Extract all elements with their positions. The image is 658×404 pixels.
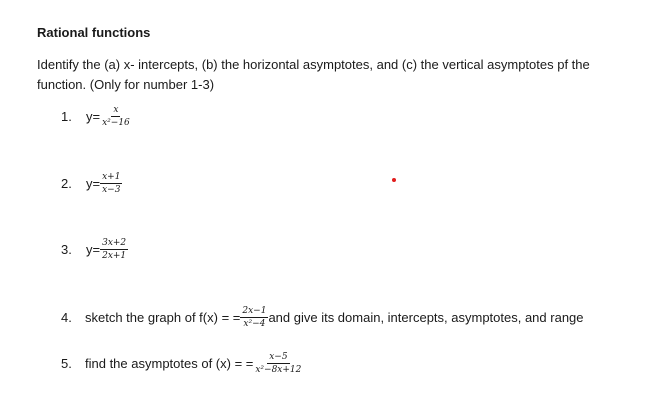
red-dot-mark xyxy=(392,178,396,182)
item-number: 2. xyxy=(61,175,72,191)
fraction xyxy=(100,104,132,129)
problem-item-3 xyxy=(61,234,128,264)
denominator: x²−16 xyxy=(102,117,130,128)
item-number: 3. xyxy=(61,241,72,257)
item-number: 5. xyxy=(61,355,72,371)
problem-item-1 xyxy=(61,101,132,131)
problem-item-4 xyxy=(61,302,584,332)
numerator: x+1 xyxy=(102,171,121,182)
item-text: find the asymptotes of (x) = = xyxy=(85,355,254,371)
numerator: 3x+2 xyxy=(102,237,127,248)
equation-prefix: y= xyxy=(86,108,101,124)
problem-item-2 xyxy=(61,168,122,198)
numerator: x−5 xyxy=(269,351,288,362)
problem-item-5 xyxy=(61,348,303,378)
denominator: 2x+1 xyxy=(102,250,127,261)
denominator: x²−8x+12 xyxy=(255,364,302,375)
item-number: 4. xyxy=(61,309,72,325)
instructions-text: Identify the (a) x- intercepts, (b) the horizontal asymptotes, and (c) the vertical asymptotes pf the function. (Only for number 1-3) xyxy=(37,57,590,92)
fraction xyxy=(100,237,128,262)
fraction xyxy=(253,351,303,376)
denominator: x−3 xyxy=(102,184,121,195)
fraction xyxy=(100,171,122,196)
item-text-suffix: and give its domain, intercepts, asymptotes, and range xyxy=(268,309,584,325)
numerator: x xyxy=(113,104,119,115)
numerator: 2x−1 xyxy=(242,305,267,316)
item-number: 1. xyxy=(61,108,72,124)
document-heading: Rational functions xyxy=(37,25,151,40)
denominator: x²−4 xyxy=(243,318,266,329)
item-text: sketch the graph of f(x) = = xyxy=(85,309,241,325)
equation-prefix: y= xyxy=(86,175,101,191)
equation-prefix: y= xyxy=(86,241,101,257)
fraction xyxy=(240,305,268,330)
